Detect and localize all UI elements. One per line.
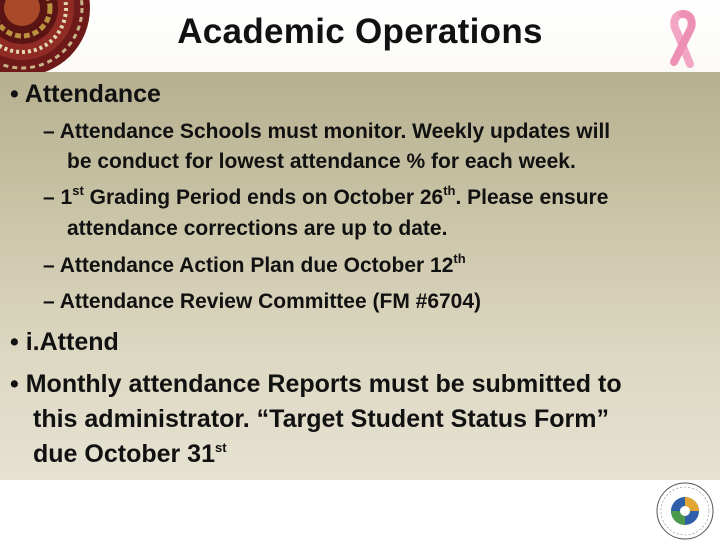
subbullet-grading-period: – 1st Grading Period ends on October 26th. Please ensure — [43, 183, 609, 209]
bullet-text: this administrator. “Target Student Status Form” — [33, 405, 609, 433]
subbullet-review-committee — [43, 288, 481, 316]
bullet-icon: • — [10, 80, 19, 108]
subbullet-text: attendance corrections are up to date. — [67, 217, 448, 240]
bullet-iattend — [10, 328, 119, 356]
dash-icon: – — [43, 120, 55, 143]
subbullet-action-plan: – Attendance Action Plan due October 12th — [43, 251, 466, 277]
bullet-attendance — [10, 80, 161, 108]
bullet-monthly-reports-cont2: due October 31st — [33, 439, 227, 468]
subbullet-text: be conduct for lowest attendance % for each week. — [67, 150, 576, 173]
bullet-text: Attendance — [24, 80, 161, 108]
pink-ribbon-icon — [660, 8, 706, 68]
leadership-seal-logo — [654, 480, 716, 540]
dash-icon: – — [43, 186, 55, 209]
subbullet-monitor — [43, 118, 610, 146]
subbullet-grading-period-cont — [67, 215, 447, 243]
bullet-icon: • — [10, 328, 19, 356]
footer — [0, 480, 720, 540]
bullet-icon: • — [10, 370, 19, 398]
dash-icon: – — [43, 290, 55, 313]
bullet-monthly-reports — [10, 370, 622, 398]
slide-title: Academic Operations — [177, 12, 543, 51]
subbullet-text: Attendance Review Committee (FM #6704) — [59, 290, 482, 313]
dash-icon: – — [43, 254, 55, 277]
bullet-monthly-reports-cont — [33, 405, 609, 433]
bullet-text: i.Attend — [25, 328, 119, 356]
subbullet-monitor-cont — [67, 148, 576, 176]
subbullet-text: Attendance Schools must monitor. Weekly updates will — [59, 120, 611, 143]
bullet-text: Monthly attendance Reports must be submitted to — [25, 370, 622, 398]
